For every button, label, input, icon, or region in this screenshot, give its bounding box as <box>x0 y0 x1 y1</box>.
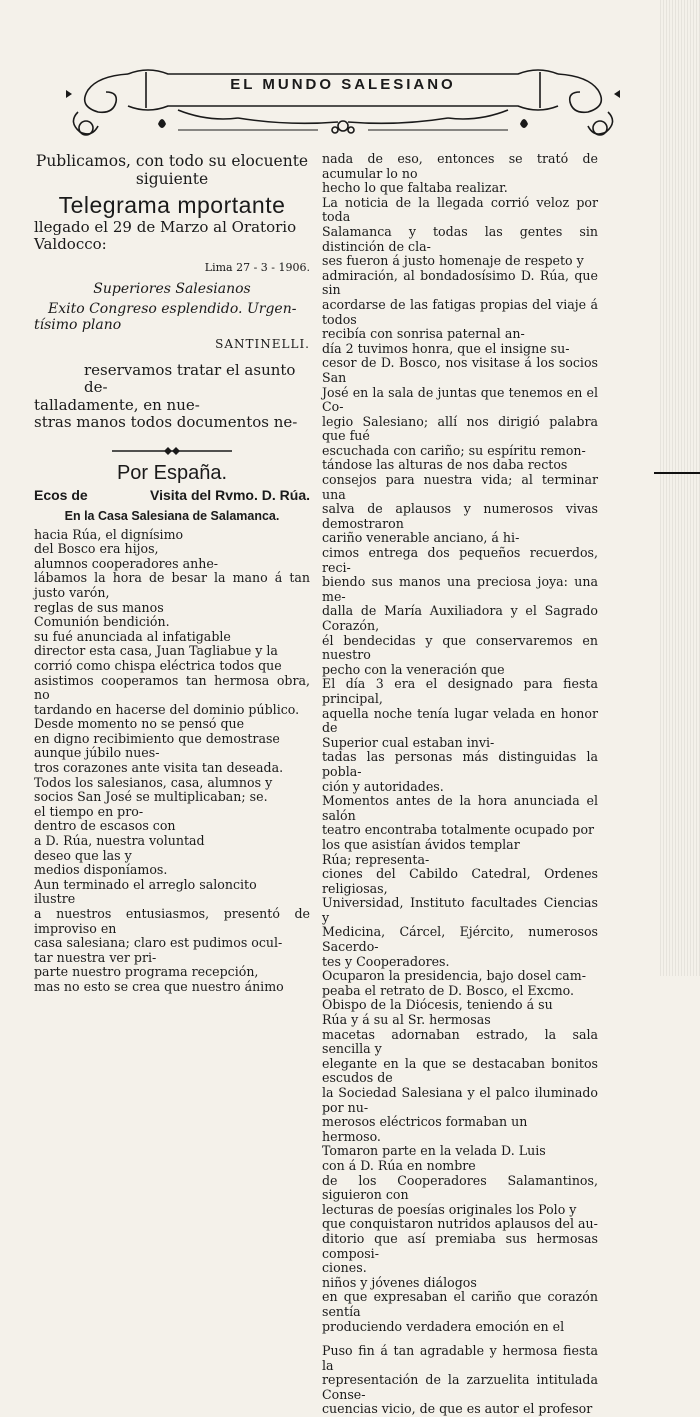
text-line: Universidad, Instituto facultades Ciencias y <box>322 895 598 925</box>
text-line: del Bosco era hijos, <box>34 541 159 557</box>
text-line: parte nuestro programa recepción, <box>34 964 259 980</box>
text-line: que conquistaron nutridos aplausos del au- <box>322 1216 598 1232</box>
text-line: Desde momento no se pensó que <box>34 716 245 732</box>
text-line: mas no esto se crea que nuestro ánimo <box>34 978 284 994</box>
margin-rule <box>654 472 700 474</box>
text-line: ses fueron á justo homenaje de respeto y <box>322 253 584 269</box>
text-line: corrió como chispa eléctrica todos que <box>34 657 282 673</box>
text-line: El día 3 era el designado para fiesta principal, <box>322 676 598 706</box>
text-line: director esta casa, Juan Tagliabue y la <box>34 643 278 659</box>
text-line: Puso fin á tan agradable y hermosa fiesta la <box>322 1343 598 1373</box>
text-line: peaba el retrato de D. Bosco, el Excmo. <box>322 982 575 998</box>
text-line: hecho lo que faltaba realizar. <box>322 180 508 196</box>
text-line: él bendecidas y que conservaremos en nuestro <box>322 632 598 663</box>
text-line: casa salesiana; claro est pudimos ocul- <box>34 935 283 951</box>
text-line: escuchada con cariño; su espíritu remon- <box>322 442 586 458</box>
left-column <box>34 152 310 995</box>
masthead-banner <box>58 62 628 142</box>
text-line: ditorio que así premiaba sus hermosas composi- <box>322 1230 598 1261</box>
text-line: elegante en la que se destacaban bonitos escudos de <box>322 1055 598 1086</box>
text-line: Todos los salesianos, casa, alumnos y <box>34 774 273 790</box>
text-line: tadas las personas más distinguidas la pobla- <box>322 749 598 779</box>
text-line: lecturas de poesías originales los Polo y <box>322 1201 577 1217</box>
telegram-signature: SANTINELLI. <box>215 337 310 352</box>
text-line: cesor de D. Bosco, nos visitase á los socios San <box>322 355 598 385</box>
text-line: la Sociedad Salesiana y el palco iluminado por nu- <box>322 1085 598 1115</box>
ornamental-frame-icon <box>58 62 628 142</box>
location-heading: En la Casa Salesiana de Salamanca. <box>64 508 280 523</box>
telegram-message: tísimo plano <box>34 317 122 334</box>
right-body-text <box>322 152 598 1417</box>
text-line: Obispo de la Diócesis, teniendo á su <box>322 997 553 1013</box>
text-line: ciones. <box>322 1260 367 1276</box>
text-line: biendo sus manos una preciosa joya: una me- <box>322 574 598 604</box>
text-line: Superior cual estaban invi- <box>322 734 495 750</box>
text-line: Rúa; representa- <box>322 851 430 867</box>
text-line: tar nuestra ver pri- <box>34 949 157 965</box>
section-divider-icon <box>112 446 232 456</box>
text-line: admiración, al bondadosísimo D. Rúa, que sin <box>322 267 598 298</box>
text-line: medios disponíamos. <box>34 862 168 878</box>
text-line <box>322 1334 598 1344</box>
text-line: La noticia de la llegada corrió veloz por toda <box>322 194 598 225</box>
lead-line: siguiente <box>135 170 209 188</box>
text-line: los que asistían ávidos templar <box>322 836 520 852</box>
text-line: Momentos antes de la hora anunciada el salón <box>322 793 598 823</box>
text-line: a D. Rúa, nuestra voluntad <box>34 833 205 849</box>
text-line: ilustre <box>34 891 76 907</box>
text-line: pecho con la veneración que <box>322 661 505 677</box>
text-line: macetas adornaban estrado, la sala sencilla y <box>322 1026 598 1057</box>
text-line: consejos para nuestra vida; al terminar una <box>322 472 598 502</box>
telegram-message: Exito Congreso esplendido. Urgen- <box>48 301 297 318</box>
text-line: de los Cooperadores Salamantinos, siguieron con <box>322 1172 598 1203</box>
scan-edge-texture <box>660 0 700 976</box>
text-line: Aun terminado el arreglo saloncito <box>34 876 257 892</box>
telegram-place-date: Lima 27 - 3 - 1906. <box>204 260 310 274</box>
text-line: dentro de escasos con <box>34 818 176 834</box>
reserv-line: reservamos tratar el asunto de- <box>84 360 296 397</box>
text-line: nada de eso, entonces se trató de acumular lo no <box>322 151 598 181</box>
text-line: produciendo verdadera emoción en el <box>322 1318 565 1334</box>
text-line: Medicina, Cárcel, Ejército, numerosos Sacerdo- <box>322 924 598 955</box>
text-line: día 2 tuvimos honra, que el insigne su- <box>322 340 570 356</box>
text-line: en digno recibimiento que demostrase <box>34 730 280 746</box>
telegram-title: Telegrama mportante <box>58 192 286 218</box>
text-line: cimos entrega dos pequeños recuerdos, reci- <box>322 545 598 575</box>
text-line: Ocuparon la presidencia, bajo dosel cam- <box>322 968 586 984</box>
arrival-line: Valdocco: <box>34 234 107 253</box>
text-line: su fué anunciada al infatigable <box>34 628 231 644</box>
text-line: Tomaron parte en la velada D. Luis <box>322 1143 546 1159</box>
text-line: a nuestros entusiasmos, presentó de improviso en <box>34 906 310 936</box>
text-line: el tiempo en pro- <box>34 803 144 819</box>
text-line: cariño venerable anciano, á hi- <box>322 530 520 546</box>
section-title: Por España. <box>116 461 228 484</box>
text-line: en que expresaban el cariño que corazón sentía <box>322 1289 598 1319</box>
text-line: tes y Cooperadores. <box>322 953 450 969</box>
text-line: aquella noche tenía lugar velada en honor de <box>322 705 598 736</box>
text-line: hacia Rúa, el dignísimo <box>34 526 184 542</box>
text-line: salva de aplausos y numerosos vivas demostraron <box>322 501 598 531</box>
text-line: niños y jóvenes diálogos <box>322 1274 477 1290</box>
text-line: dalla de María Auxiliadora y el Sagrado Corazón, <box>322 603 598 633</box>
text-line: teatro encontraba totalmente ocupado por <box>322 822 595 838</box>
text-line: acordarse de las fatigas propias del viaje á todos <box>322 296 598 327</box>
text-line: cuencias vicio, de que es autor el profesor <box>322 1401 593 1417</box>
text-line: ción y autoridades. <box>322 778 444 794</box>
text-line: socios San José se multiplicaban; se. <box>34 789 268 805</box>
text-line: representación de la zarzuelita intitulada Conse- <box>322 1372 598 1402</box>
text-line: reglas de sus manos <box>34 599 164 615</box>
text-line: Comunión bendición. <box>34 614 170 630</box>
lead-line: Publicamos, con todo su elocuente <box>35 152 309 170</box>
masthead-title: EL MUNDO SALESIANO <box>230 76 456 93</box>
reserv-line: talladamente, en nue- <box>34 395 200 414</box>
left-body-text <box>34 528 310 995</box>
subsection-title-left: Ecos de <box>34 487 88 504</box>
text-line: ciones del Cabildo Catedral, Ordenes religiosas, <box>322 866 598 896</box>
text-line: José en la sala de juntas que tenemos en el Co- <box>322 384 598 415</box>
text-line: Rúa y á su al Sr. hermosas <box>322 1012 491 1028</box>
text-line: merosos eléctricos formaban un <box>322 1114 528 1130</box>
text-line: deseo que las y <box>34 847 132 863</box>
text-line: alumnos cooperadores anhe- <box>34 555 219 571</box>
reserv-line: stras manos todos documentos ne- <box>34 413 298 432</box>
arrival-line: llegado el 29 de Marzo al Oratorio <box>34 217 297 236</box>
text-line: tándose las alturas de nos daba rectos <box>322 457 568 473</box>
text-line: con á D. Rúa en nombre <box>322 1157 476 1173</box>
subsection-title <box>34 488 310 503</box>
right-column <box>322 152 598 1417</box>
text-line: lábamos la hora de besar la mano á tan justo varón, <box>34 570 310 600</box>
text-line: tardando en hacerse del dominio público. <box>34 701 300 717</box>
text-line: Salamanca y todas las gentes sin distinción de cla- <box>322 223 598 254</box>
text-line: recibía con sonrisa paternal an- <box>322 326 525 342</box>
telegram-salutation: Superiores Salesianos <box>93 281 251 298</box>
text-line: hermoso. <box>322 1128 381 1144</box>
text-line: asistimos cooperamos tan hermosa obra, no <box>34 672 310 703</box>
text-line: aunque júbilo nues- <box>34 745 160 761</box>
subsection-title-right: Visita del Rvmo. D. Rúa. <box>149 487 310 504</box>
text-line: legio Salesiano; allí nos dirigió palabra que fué <box>322 413 598 444</box>
text-line: tros corazones ante visita tan deseada. <box>34 760 284 776</box>
